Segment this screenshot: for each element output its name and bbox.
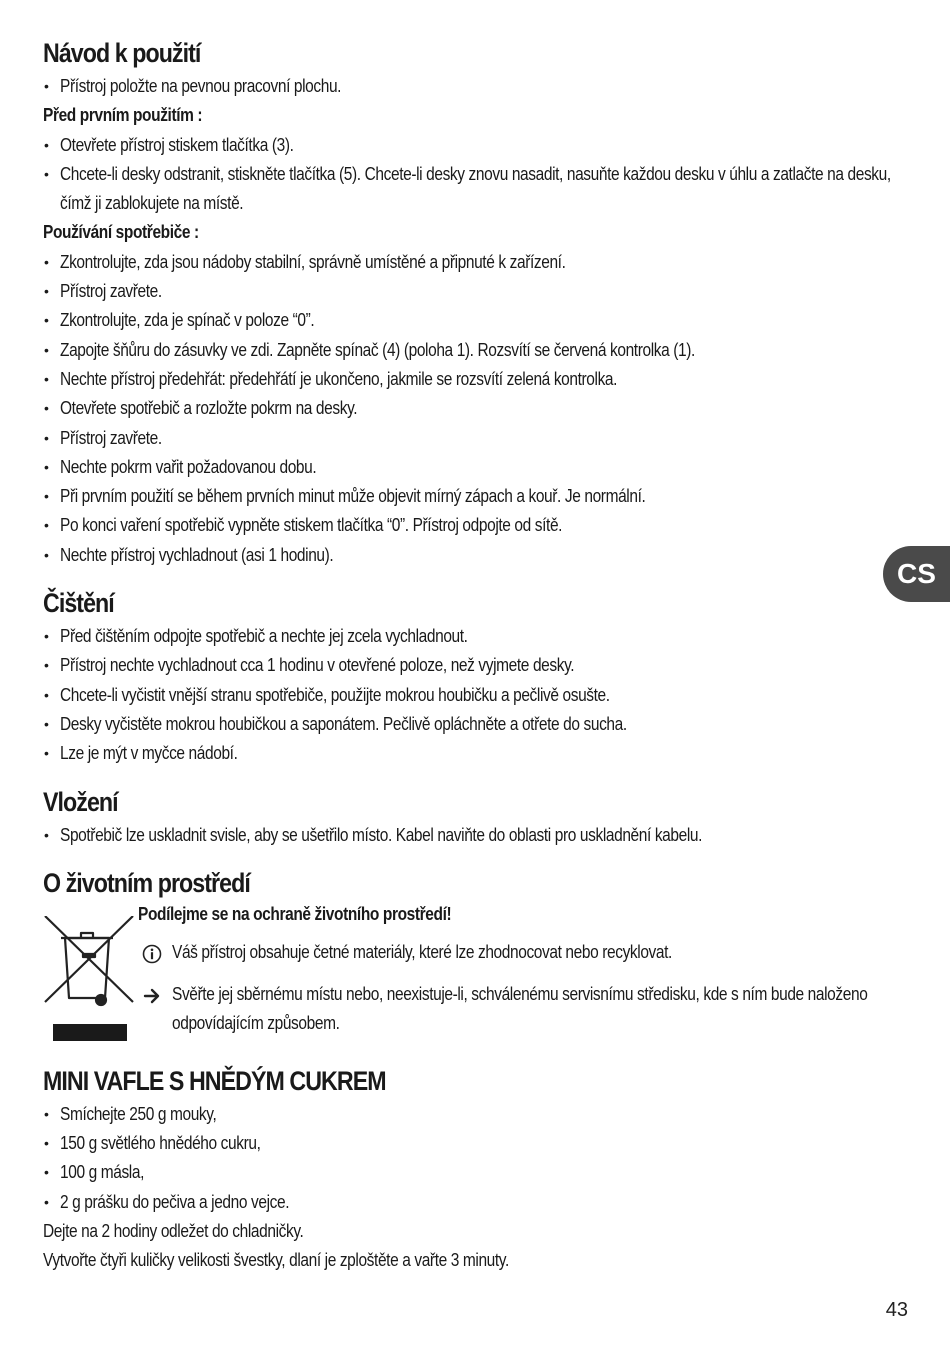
- list-item: • Zkontrolujte, zda je spínač v poloze “0”.: [43, 306, 903, 335]
- list-item: • 100 g másla,: [43, 1158, 903, 1187]
- arrow-right-icon: [142, 986, 162, 1006]
- list-item: • 2 g prášku do pečiva a jedno vejce.: [43, 1188, 903, 1217]
- list-item: • Smíchejte 250 g mouky,: [43, 1100, 903, 1129]
- list-item: • Zkontrolujte, zda jsou nádoby stabilní, správně umístěné a připnuté k zařízení.: [43, 248, 903, 277]
- list-item: • Desky vyčistěte mokrou houbičkou a saponátem. Pečlivě opláchněte a otřete do sucha.: [43, 710, 903, 739]
- list-item: • Chcete-li vyčistit vnější stranu spotřebiče, použijte mokrou houbičku a pečlivě osušte.: [43, 681, 903, 710]
- section-title-cleaning: Čištění: [43, 588, 114, 619]
- using-list: [43, 248, 903, 570]
- subheading-before-first-use: Před prvním použitím :: [43, 105, 203, 126]
- section-title-recipe: MINI VAFLE S HNĚDÝM CUKREM: [43, 1065, 386, 1096]
- list-item: • Otevřete spotřebič a rozložte pokrm na desky.: [43, 394, 903, 423]
- list-item: • Nechte přístroj vychladnout (asi 1 hodinu).: [43, 541, 903, 570]
- list-item: • Přístroj položte na pevnou pracovní plochu.: [43, 72, 903, 101]
- section-title-storage: Vložení: [43, 786, 118, 817]
- list-item: • Nechte pokrm vařit požadovanou dobu.: [43, 453, 903, 482]
- info-row: Váš přístroj obsahuje četné materiály, které lze zhodnocovat nebo recyklovat.: [142, 938, 753, 973]
- list-item: • Nechte přístroj předehřát: předehřátí je ukončeno, jakmile se rozsvítí zelená kontrolka.: [43, 365, 903, 394]
- list-item: • Při prvním použití se během prvních minut může objevit mírný zápach a kouř. Je normální.: [43, 482, 903, 511]
- section-title-environment: O životním prostředí: [43, 867, 250, 898]
- list-item: • Otevřete přístroj stiskem tlačítka (3).: [43, 131, 903, 160]
- info-circle-icon: [142, 944, 162, 964]
- storage-list: [43, 821, 903, 850]
- list-item: • Před čištěním odpojte spotřebič a nechte jej zcela vychladnout.: [43, 622, 903, 651]
- usage-intro-list: [43, 72, 903, 101]
- recipe-step: Dejte na 2 hodiny odležet do chladničky.: [43, 1221, 304, 1242]
- list-item: • Přístroj zavřete.: [43, 277, 903, 306]
- list-item: • 150 g světlého hnědého cukru,: [43, 1129, 903, 1158]
- recipe-ingredients-list: [43, 1100, 903, 1217]
- list-item: • Přístroj nechte vychladnout cca 1 hodinu v otevřené poloze, než vyjmete desky.: [43, 651, 903, 680]
- environment-heading: Podílejme se na ochraně životního prostředí!: [138, 903, 452, 924]
- manual-page-content: [43, 34, 903, 1276]
- subheading-using: Používání spotřebiče :: [43, 222, 199, 243]
- list-item: • Lze je mýt v myčce nádobí.: [43, 739, 903, 768]
- list-item: • Spotřebič lze uskladnit svisle, aby se ušetřilo místo. Kabel naviňte do oblasti pro uskladnění kabelu.: [43, 821, 903, 850]
- dispose-row: Svěřte jej sběrnému místu nebo, neexistuje-li, schválenému servisnímu středisku, kde s ním bude naloženo odpovídajícím způsobem.: [142, 980, 950, 1039]
- environment-block: [43, 902, 903, 1050]
- list-item: • Přístroj zavřete.: [43, 424, 903, 453]
- list-item: • Po konci vaření spotřebič vypněte stiskem tlačítka “0”. Přístroj odpojte od sítě.: [43, 511, 903, 540]
- crossed-out-wheelie-bin-icon: [43, 916, 135, 1044]
- list-item: • Zapojte šňůru do zásuvky ve zdi. Zapněte spínač (4) (poloha 1). Rozsvítí se červená kontrolka (1).: [43, 336, 903, 365]
- page-number: 43: [885, 1299, 908, 1321]
- cleaning-list: [43, 622, 903, 768]
- language-tab: CS: [883, 546, 950, 602]
- section-title-usage: Návod k použití: [43, 38, 201, 68]
- list-item: • Chcete-li desky odstranit, stiskněte tlačítka (5). Chcete-li desky znovu nasadit, nasuňte každou desku v úhlu a zatlačte na desku, čímž ji zablokujete na místě.: [43, 160, 903, 219]
- recipe-step: Vytvořte čtyři kuličky velikosti švestky, dlaní je zploštěte a vařte 3 minuty.: [43, 1250, 509, 1271]
- before-first-use-list: [43, 131, 903, 219]
